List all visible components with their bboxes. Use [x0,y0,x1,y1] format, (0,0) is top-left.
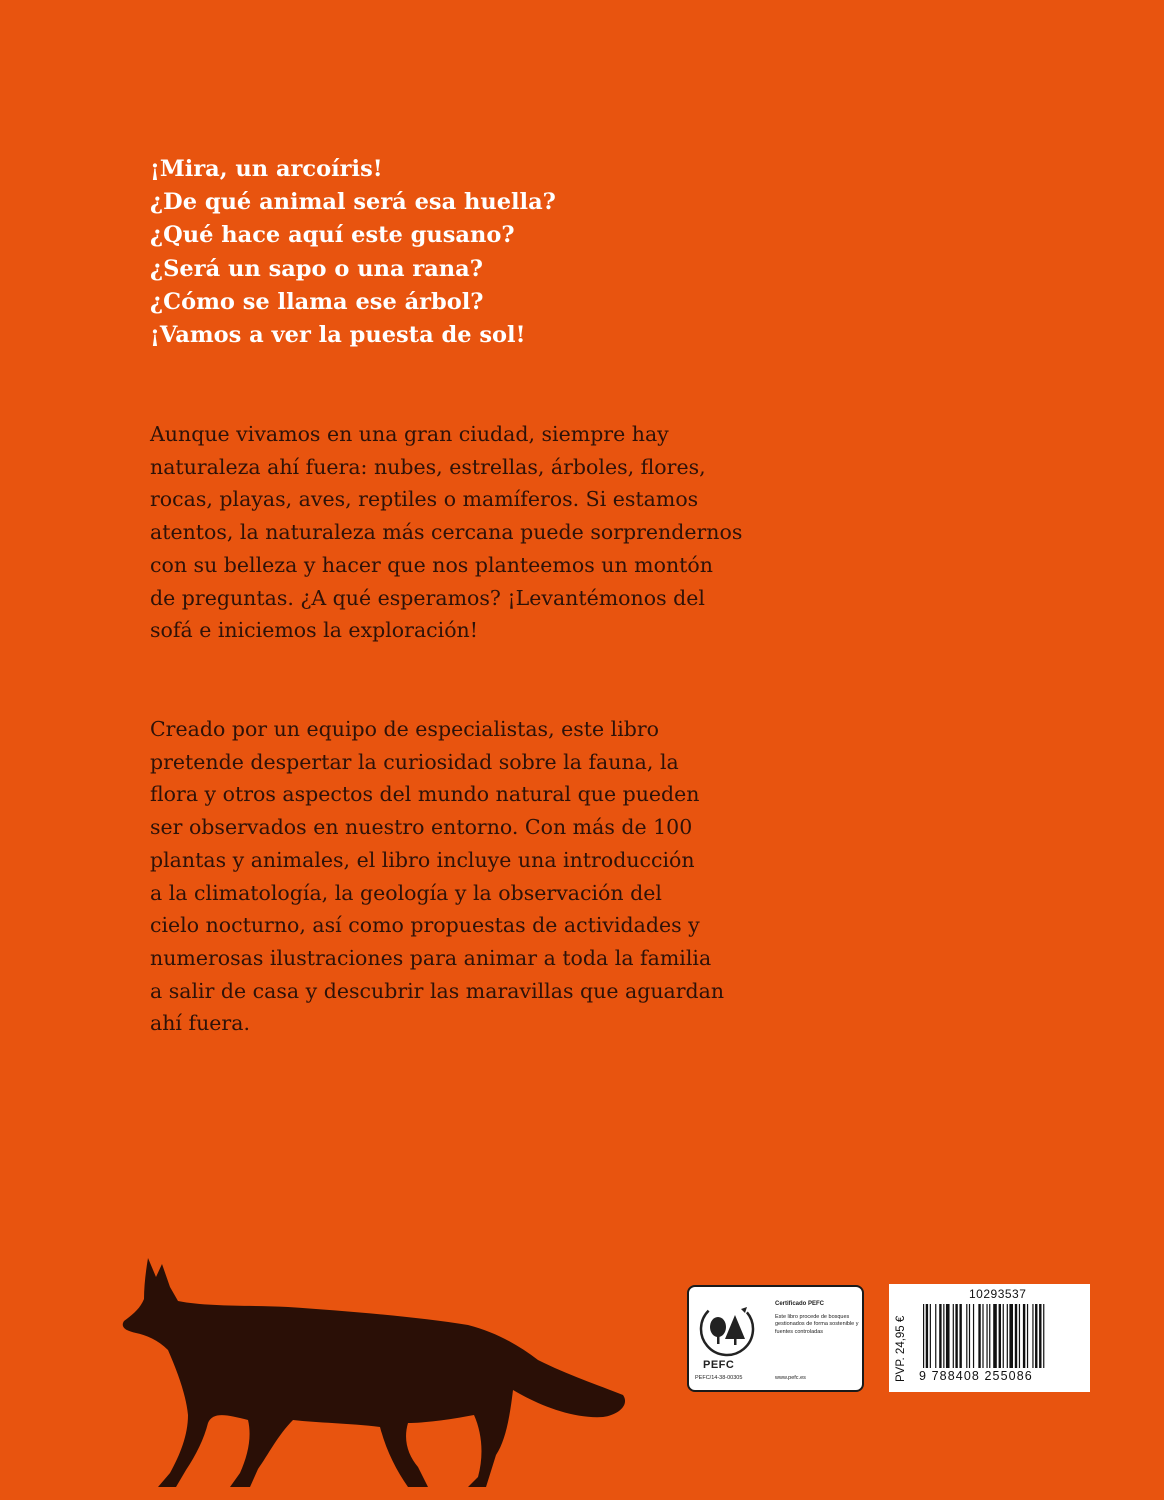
barcode-bar [973,1304,974,1368]
text-line: de preguntas. ¿A qué esperamos? ¡Levantémonos del [150,585,705,610]
barcode-bar [959,1304,961,1368]
text-line: Aunque vivamos en una gran ciudad, siempre hay [150,422,669,446]
barcode-bar [999,1304,1001,1368]
pefc-text: Este libro procede de bosques gestionados de forma sostenible y fuentes controladas [775,1314,859,1335]
text-line: numerosas ilustraciones para animar a toda la familia [150,945,712,970]
text-line: a la climatología, la geología y la observación del [150,880,662,905]
text-line: ser observados en nuestro entorno. Con más de 100 [150,815,693,840]
isbn-number: 9 788408 255086 [919,1369,1033,1383]
intro-paragraph [150,418,742,647]
text-line: rocas, playas, aves, reptiles o mamíferos. Si estamos [150,487,699,512]
barcode-bar [1027,1304,1028,1368]
barcode-bar [953,1304,954,1368]
text-line: ahí fuera. [150,1011,250,1036]
text-line: plantas y animales, el libro incluye una introducción [150,847,695,872]
barcode-bar [930,1304,931,1368]
pefc-web: www.pefc.es [775,1375,806,1381]
barcode-bar [1003,1304,1004,1368]
barcode-bar [1023,1304,1025,1368]
text-line: Creado por un equipo de especialistas, este libro [150,717,660,741]
text-line: con su belleza y hacer que nos planteemos un montón [150,552,713,577]
question-line: ¿Cómo se llama ese árbol? [150,288,484,315]
fox-silhouette-icon [118,1255,633,1495]
barcode-bar [943,1304,944,1368]
barcode-bar [1015,1304,1017,1368]
barcode-bar [989,1304,990,1368]
barcode-bar [1019,1304,1020,1368]
text-line: a salir de casa y descubrir las maravillas que aguardan [150,978,725,1003]
text-line: cielo nocturno, así como propuestas de actividades y [150,913,700,938]
price-label: PVP. 24,95 € [895,1315,907,1382]
barcode-bar [955,1304,957,1368]
question-line: ¿De qué animal será esa huella? [150,189,556,216]
text-line: naturaleza ahí fuera: nubes, estrellas, árboles, flores, [150,454,706,479]
description-paragraph [150,713,724,1040]
internal-code: 10293537 [969,1287,1027,1301]
question-line: ¿Será un sapo o una rana? [150,255,483,282]
barcode-bar [966,1304,967,1368]
text-line: flora y otros aspectos del mundo natural que pueden [150,782,700,807]
barcode-bar [978,1304,980,1368]
text-line: pretende despertar la curiosidad sobre la fauna, la [150,749,679,774]
barcode-bar [1007,1304,1008,1368]
barcode-bar [986,1304,987,1368]
barcode-bar [1035,1304,1037,1368]
pefc-certificate-box [687,1285,864,1392]
barcode-bar [982,1304,983,1368]
barcode-bar [926,1304,928,1368]
barcode-bars [923,1304,1083,1368]
question-list [150,153,556,352]
barcode-bar [1009,1304,1013,1368]
pefc-title: Certificado PEFC [775,1301,825,1307]
barcode-bar [993,1304,997,1368]
pefc-trees-logo-icon [699,1301,755,1357]
barcode-box [889,1284,1090,1392]
barcode-bar [946,1304,950,1368]
question-line: ¡Vamos a ver la puesta de sol! [150,322,526,349]
text-line: atentos, la naturaleza más cercana puede sorprendernos [150,520,743,545]
question-line: ¿Qué hace aquí este gusano? [150,222,515,249]
barcode-bar [1039,1304,1041,1368]
barcode-bar [923,1304,924,1368]
barcode-bar [1032,1304,1033,1368]
barcode-bar [969,1304,970,1368]
text-line: sofá e iniciemos la exploración! [150,618,478,643]
barcode-bar [1043,1304,1044,1368]
barcode-bar [935,1304,936,1368]
pefc-code: PEFC/14-38-00305 [695,1375,743,1381]
question-line: ¡Mira, un arcoíris! [150,156,383,182]
barcode-bar [939,1304,941,1368]
pefc-brand: PEFC [703,1359,735,1371]
